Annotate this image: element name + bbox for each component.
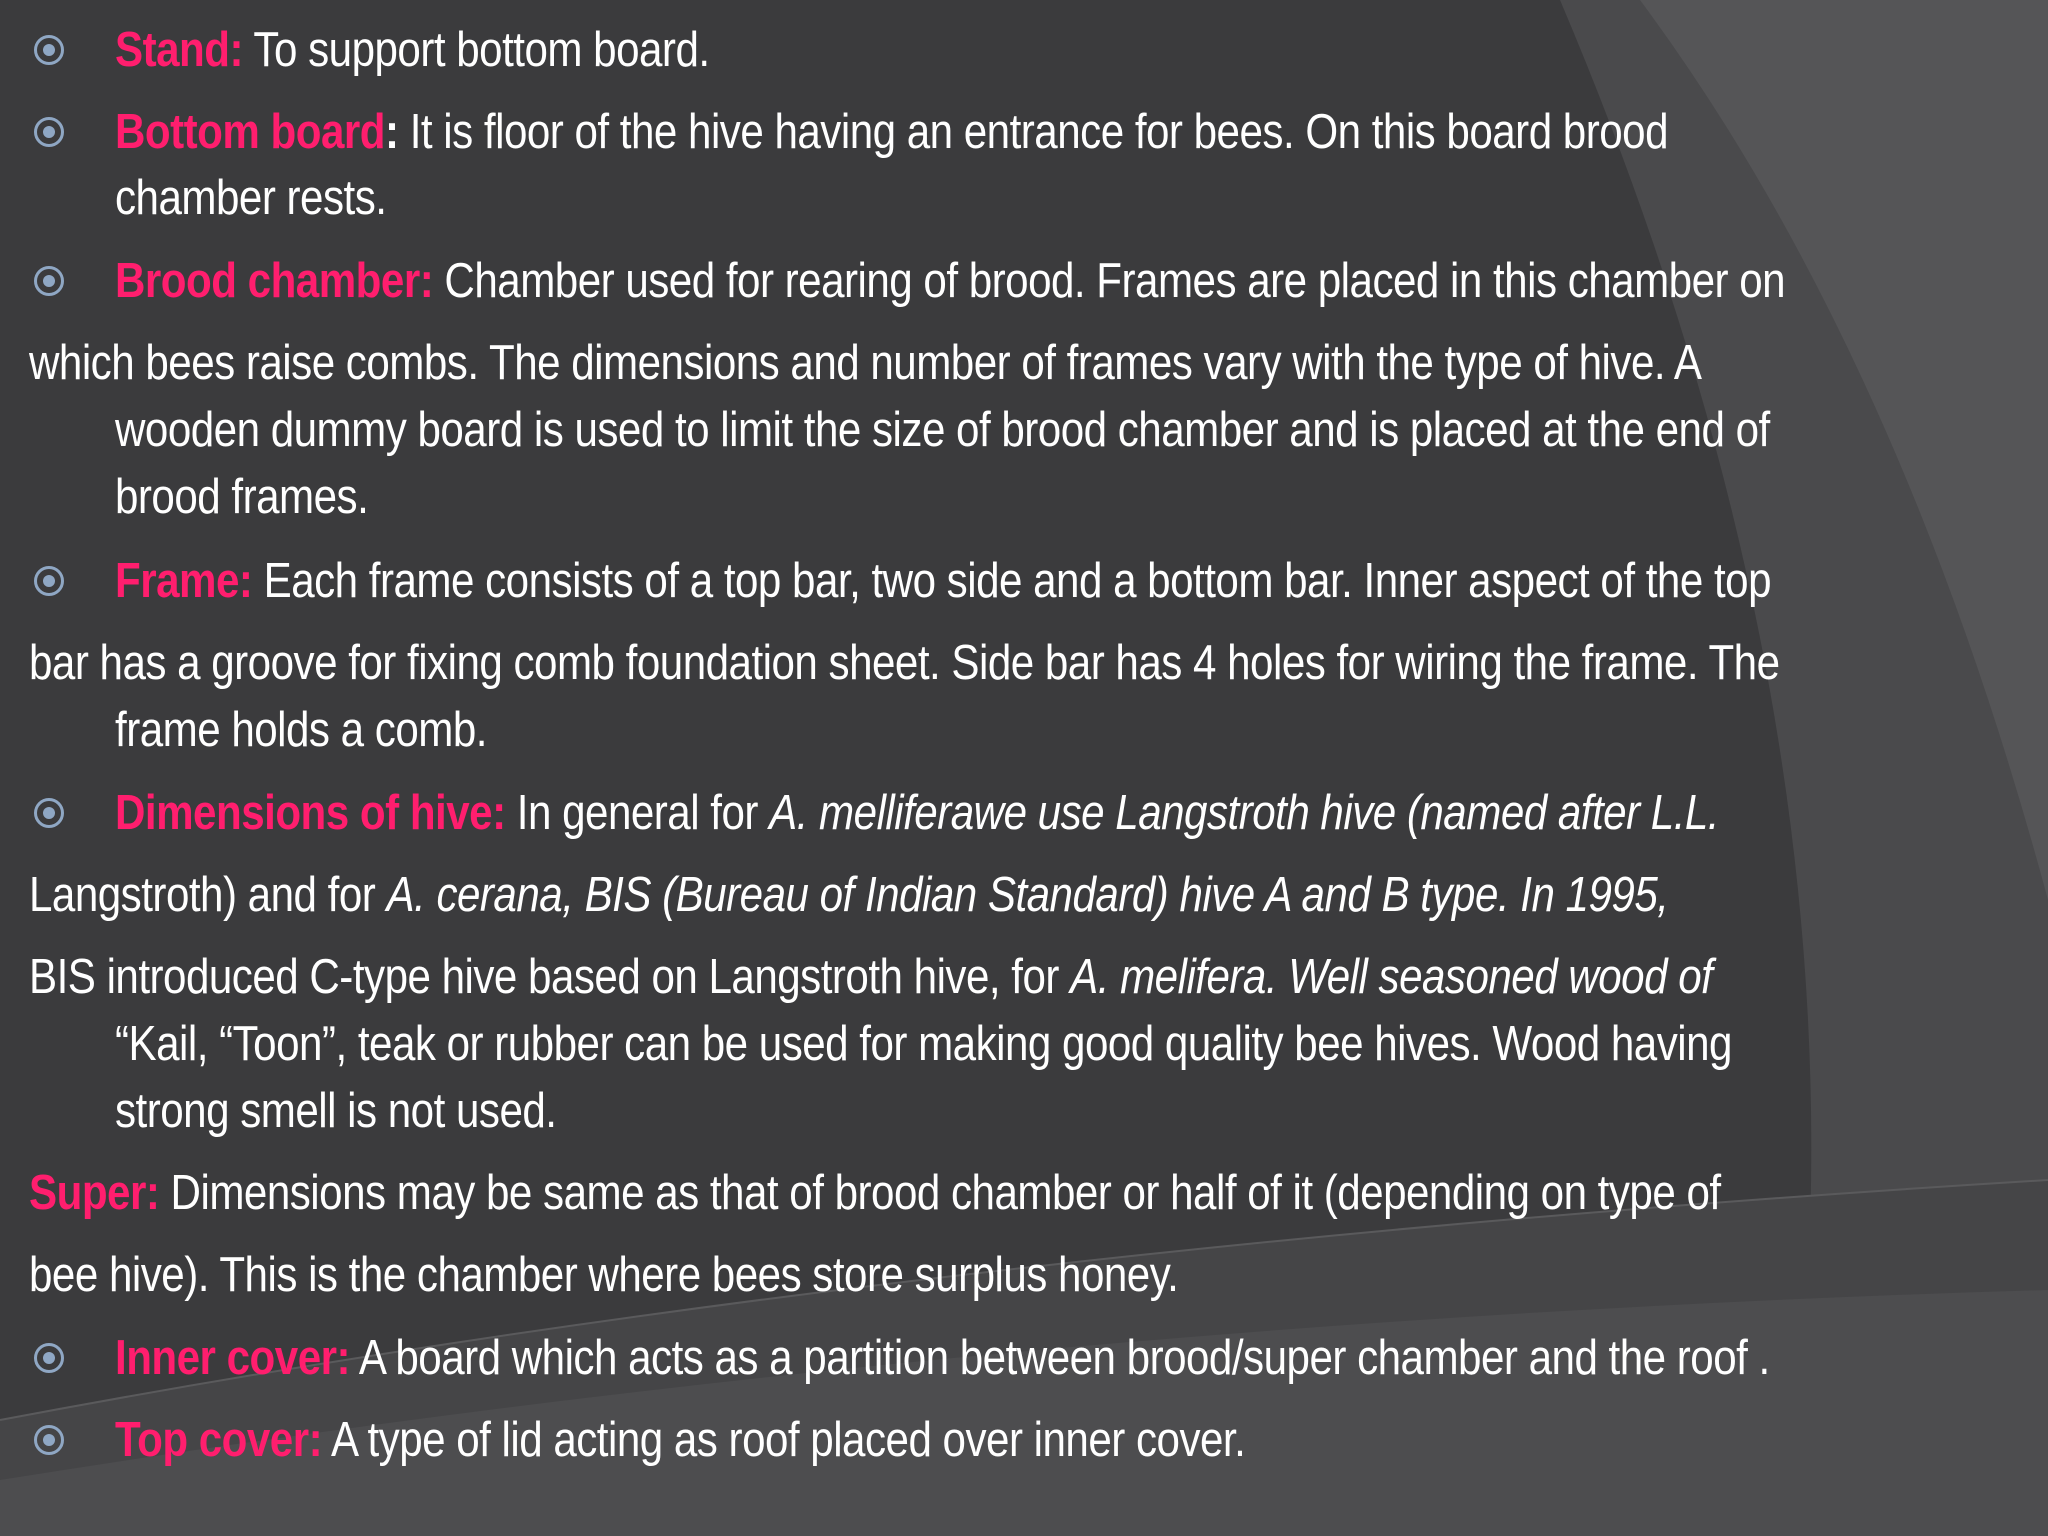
target-bullet-icon bbox=[34, 566, 64, 596]
description-continuation: strong smell is not used. bbox=[115, 1084, 557, 1138]
description-text: To support bottom board. bbox=[243, 23, 710, 77]
description-text: In general for bbox=[505, 786, 770, 840]
item-frame bbox=[115, 551, 1771, 611]
description-text: A board which acts as a partition between brood/super chamber and the roof . bbox=[350, 1331, 1770, 1385]
item-super bbox=[29, 1163, 1721, 1223]
term-colon: : bbox=[385, 105, 399, 159]
description-text: Each frame consists of a top bar, two side and a bottom bar. Inner aspect of the top bbox=[252, 554, 1771, 608]
target-bullet-icon bbox=[34, 35, 64, 65]
description-continuation bbox=[29, 947, 1712, 1007]
term-label: Inner cover: bbox=[115, 1331, 351, 1385]
item-brood-chamber bbox=[115, 251, 1785, 311]
term-label: Top cover: bbox=[115, 1413, 323, 1467]
description-continuation: frame holds a comb. bbox=[115, 703, 487, 757]
description-text: Langstroth) and for bbox=[29, 868, 387, 922]
description-continuation: “Kail, “Toon”, teak or rubber can be used for making good quality bee hives. Wood having bbox=[115, 1017, 1732, 1071]
description-continuation: chamber rests. bbox=[115, 171, 387, 225]
term-label: Dimensions of hive: bbox=[115, 786, 506, 840]
item-top-cover bbox=[115, 1410, 1245, 1470]
term-label: Frame: bbox=[115, 554, 253, 608]
species-text: A. melliferawe use Langstroth hive (named after L.L. bbox=[769, 786, 1720, 840]
description-continuation: wooden dummy board is used to limit the size of brood chamber and is placed at the end of bbox=[115, 403, 1770, 457]
species-text: A. cerana, BIS (Bureau of Indian Standard) hive A and B type. In 1995, bbox=[386, 868, 1669, 922]
term-label: Super: bbox=[29, 1166, 160, 1220]
description-continuation: bee hive). This is the chamber where bees store surplus honey. bbox=[29, 1248, 1179, 1302]
description-continuation: brood frames. bbox=[115, 470, 369, 524]
species-text: A. melifera. Well seasoned wood of bbox=[1070, 950, 1713, 1004]
target-bullet-icon bbox=[34, 117, 64, 147]
description-text: BIS introduced C-type hive based on Langstroth hive, for bbox=[29, 950, 1071, 1004]
term-label: Stand: bbox=[115, 23, 244, 77]
description-text: Chamber used for rearing of brood. Frames are placed in this chamber on bbox=[433, 254, 1786, 308]
item-bottom-board bbox=[115, 102, 1668, 162]
term-label: Brood chamber: bbox=[115, 254, 434, 308]
target-bullet-icon bbox=[34, 1425, 64, 1455]
description-text: Dimensions may be same as that of brood chamber or half of it (depending on type of bbox=[159, 1166, 1721, 1220]
target-bullet-icon bbox=[34, 1343, 64, 1373]
description-text: A type of lid acting as roof placed over inner cover. bbox=[322, 1413, 1246, 1467]
target-bullet-icon bbox=[34, 266, 64, 296]
target-bullet-icon bbox=[34, 798, 64, 828]
item-dimensions-of-hive bbox=[115, 783, 1719, 843]
description-continuation bbox=[29, 865, 1668, 925]
description-continuation: which bees raise combs. The dimensions and number of frames vary with the type of hive. A bbox=[29, 336, 1702, 390]
item-stand bbox=[115, 20, 710, 80]
item-inner-cover bbox=[115, 1328, 1770, 1388]
term-label: Bottom board bbox=[115, 105, 386, 159]
description-continuation: bar has a groove for fixing comb foundation sheet. Side bar has 4 holes for wiring the frame. The bbox=[29, 636, 1780, 690]
description-text: It is floor of the hive having an entrance for bees. On this board brood bbox=[398, 105, 1669, 159]
